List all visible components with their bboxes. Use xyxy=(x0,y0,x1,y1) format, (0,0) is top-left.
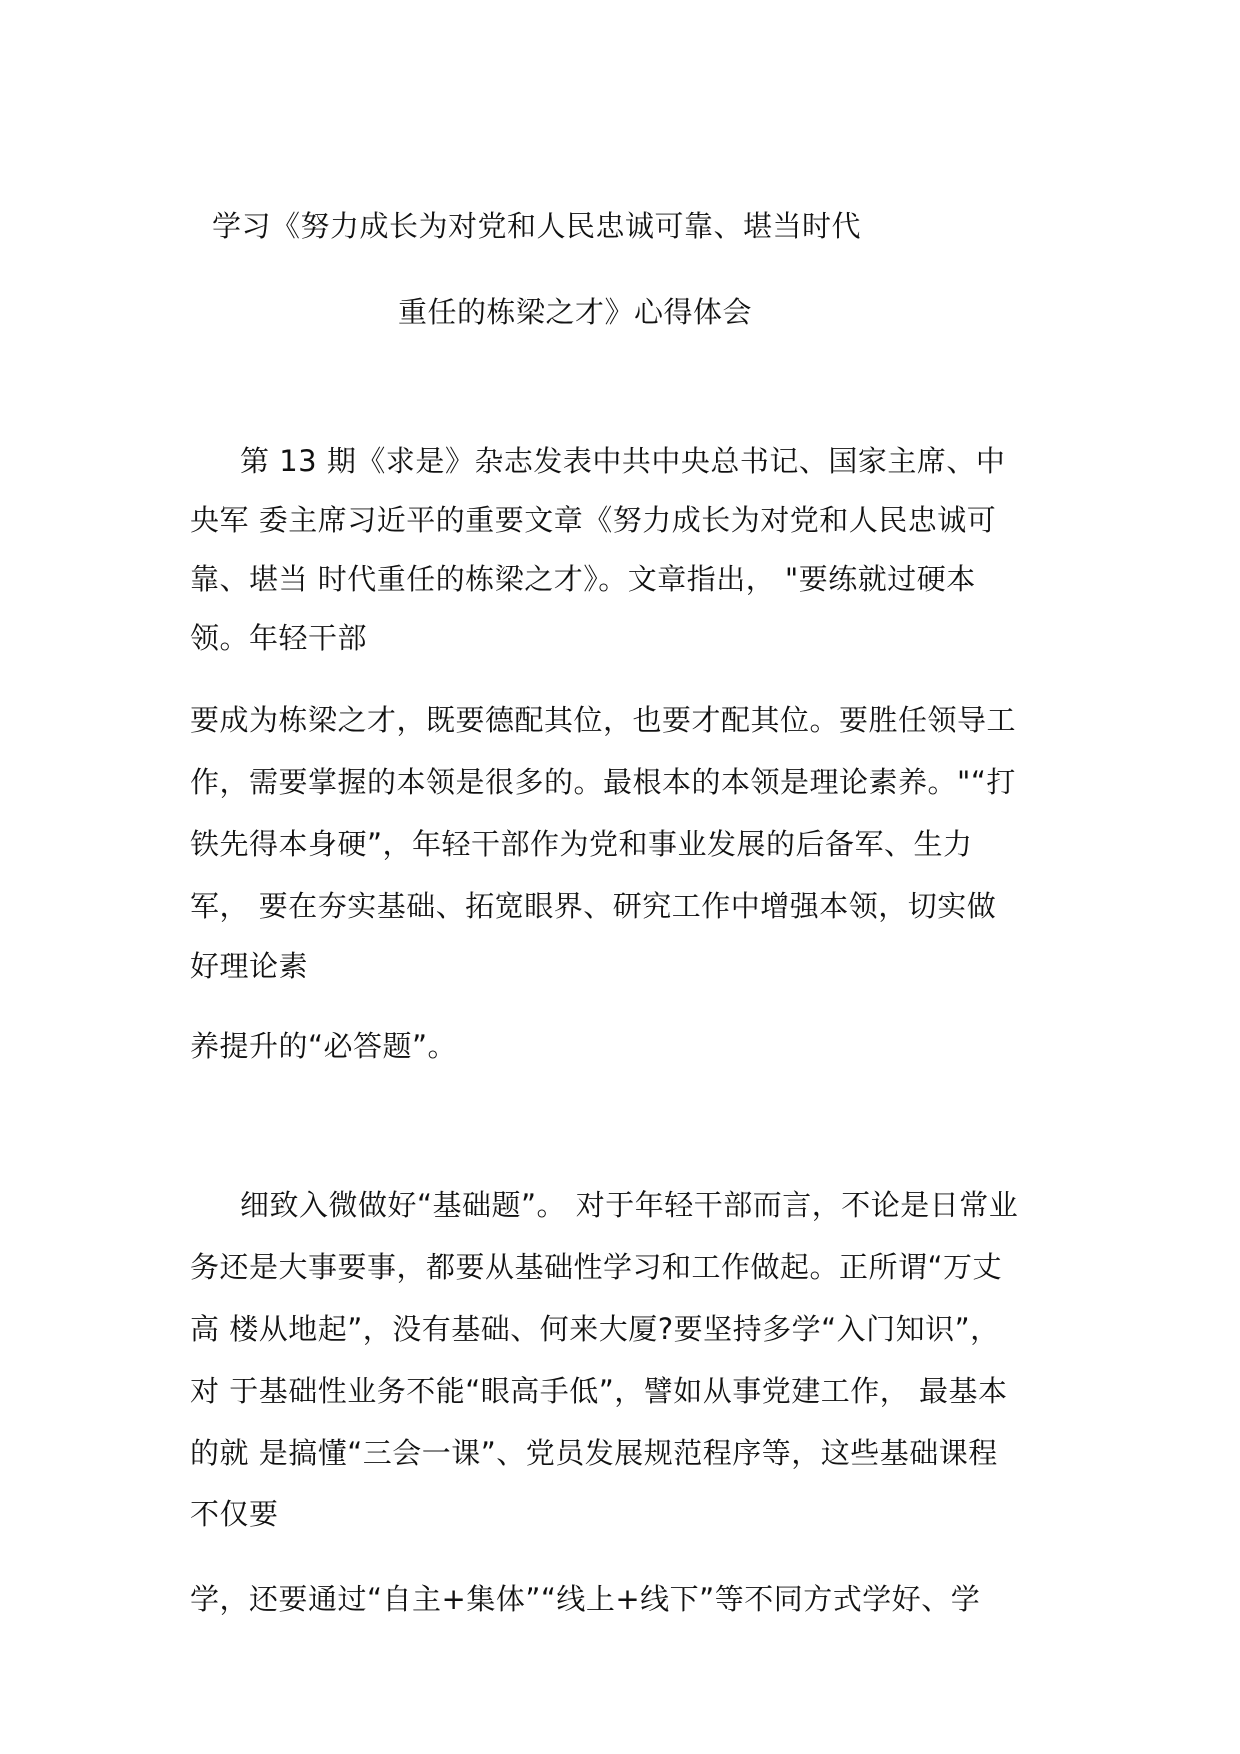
paragraph-2-line-3: 铁先得本身硬”，年轻干部作为党和事业发展的后备军、生力 xyxy=(190,827,973,861)
document-title-line-2: 重任的栋梁之才》心得体会 xyxy=(398,295,753,329)
paragraph-4-line-5: 的就 是搞懂“三会一课”、党员发展规范程序等，这些基础课程 xyxy=(190,1436,998,1470)
paragraph-4-line-1: 细致入微做好“基础题”。 对于年轻干部而言，不论是日常业 xyxy=(240,1188,1019,1222)
paragraph-2-line-4: 军， 要在夯实基础、拓宽眼界、研究工作中增强本领，切实做 xyxy=(190,889,997,923)
paragraph-1-line-2: 央军 委主席习近平的重要文章《努力成长为对党和人民忠诚可 xyxy=(190,503,997,537)
paragraph-4-line-3: 高 楼从地起”，没有基础、何来大厦?要坚持多学“入门知识”， xyxy=(190,1312,1000,1346)
paragraph-4-line-6: 不仅要 xyxy=(190,1497,279,1531)
paragraph-1-line-4: 领。年轻干部 xyxy=(190,621,368,655)
paragraph-4-line-4: 对 于基础性业务不能“眼高手低”，譬如从事党建工作， 最基本 xyxy=(190,1374,1008,1408)
paragraph-1-line-1: 第 13 期《求是》杂志发表中共中央总书记、国家主席、中 xyxy=(240,444,1006,478)
paragraph-2-line-5: 好理论素 xyxy=(190,949,309,983)
document-title-line-1: 学习《努力成长为对党和人民忠诚可靠、堪当时代 xyxy=(212,209,862,243)
paragraph-1-line-3: 靠、堪当 时代重任的栋梁之才》。文章指出， "要练就过硬本 xyxy=(190,562,976,596)
paragraph-2-line-2: 作，需要掌握的本领是很多的。最根本的本领是理论素养。"“打 xyxy=(190,765,1016,799)
paragraph-5-line-1: 学，还要通过“自主+集体”“线上+线下”等不同方式学好、学 xyxy=(190,1582,981,1616)
paragraph-2-line-1: 要成为栋梁之才，既要德配其位，也要才配其位。要胜任领导工 xyxy=(190,703,1017,737)
paragraph-3-line-1: 养提升的“必答题”。 xyxy=(190,1029,458,1063)
paragraph-4-line-2: 务还是大事要事，都要从基础性学习和工作做起。正所谓“万丈 xyxy=(190,1250,1003,1284)
